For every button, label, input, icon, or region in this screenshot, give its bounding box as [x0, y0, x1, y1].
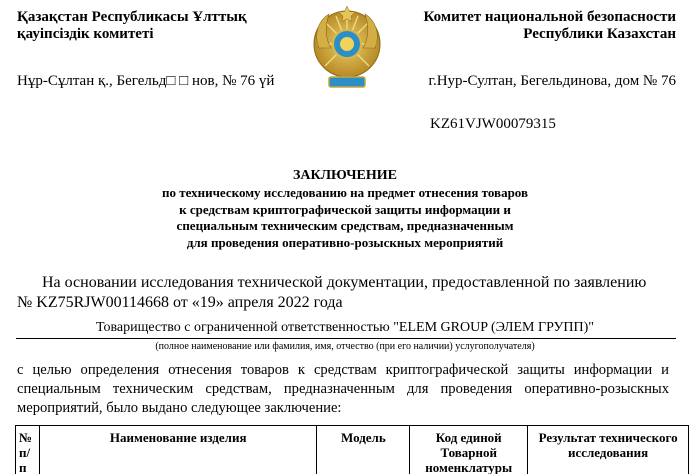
applicant-name: Товарищество с ограниченной ответственностью "ELEM GROUP (ЭЛЕМ ГРУПП)" [95, 320, 595, 335]
header-right-line1: Комитет национальной безопасности [423, 9, 676, 25]
document-title: ЗАКЛЮЧЕНИЕ [292, 168, 398, 183]
address-kazakh: Нұр-Сұлтан қ., Бегельд□ □ нов, № 76 үй [17, 73, 275, 89]
col-header-code: Код единой Товарной номенклатуры [410, 426, 528, 474]
header-left-line2: қауіпсіздік комитеті [17, 26, 154, 42]
col-header-model: Модель [317, 426, 410, 474]
purpose-line-2: специальным техническим средствам, предназначенным для проведения оперативно-розыскных [17, 381, 669, 397]
col-header-number: № п/п [16, 426, 40, 474]
header-left-line1: Қазақстан Республикасы Ұлттық [17, 9, 247, 25]
title-line-1: по техническому исследованию на предмет отнесения товаров [161, 185, 528, 200]
table-header-row [16, 426, 689, 474]
purpose-paragraph [17, 361, 669, 418]
items-table [15, 425, 689, 474]
title-line-2: к средствам криптографической защиты информации и [179, 201, 511, 217]
address-russian: г.Нур-Султан, Бегельдинова, дом № 76 [428, 73, 676, 89]
purpose-line-3: мероприятий, было выдано следующее заключение: [17, 400, 342, 416]
col-header-result: Результат технического исследования [528, 426, 689, 474]
applicant-underline [16, 338, 676, 339]
title-line-4: для проведения оперативно-розыскных мероприятий [186, 234, 504, 250]
basis-line-2: № KZ75RJW00114668 от «19» апреля 2022 года [17, 294, 343, 311]
basis-line-1: На основании исследования технической документации, предоставленной по заявлению [42, 274, 647, 291]
purpose-line-1: с целью определения отнесения товаров к средствам криптографической защиты информации и [17, 362, 669, 378]
title-line-3: специальным техническим средствам, предназначенным [176, 218, 514, 233]
header-right-line2: Республики Казахстан [523, 26, 676, 42]
document-number: KZ61VJW00079315 [430, 116, 556, 132]
state-emblem-icon [311, 4, 383, 90]
applicant-caption: (полное наименование или фамилия, имя, отчество (при его наличии) услугополучателя) [155, 341, 535, 352]
col-header-name: Наименование изделия [39, 426, 316, 474]
